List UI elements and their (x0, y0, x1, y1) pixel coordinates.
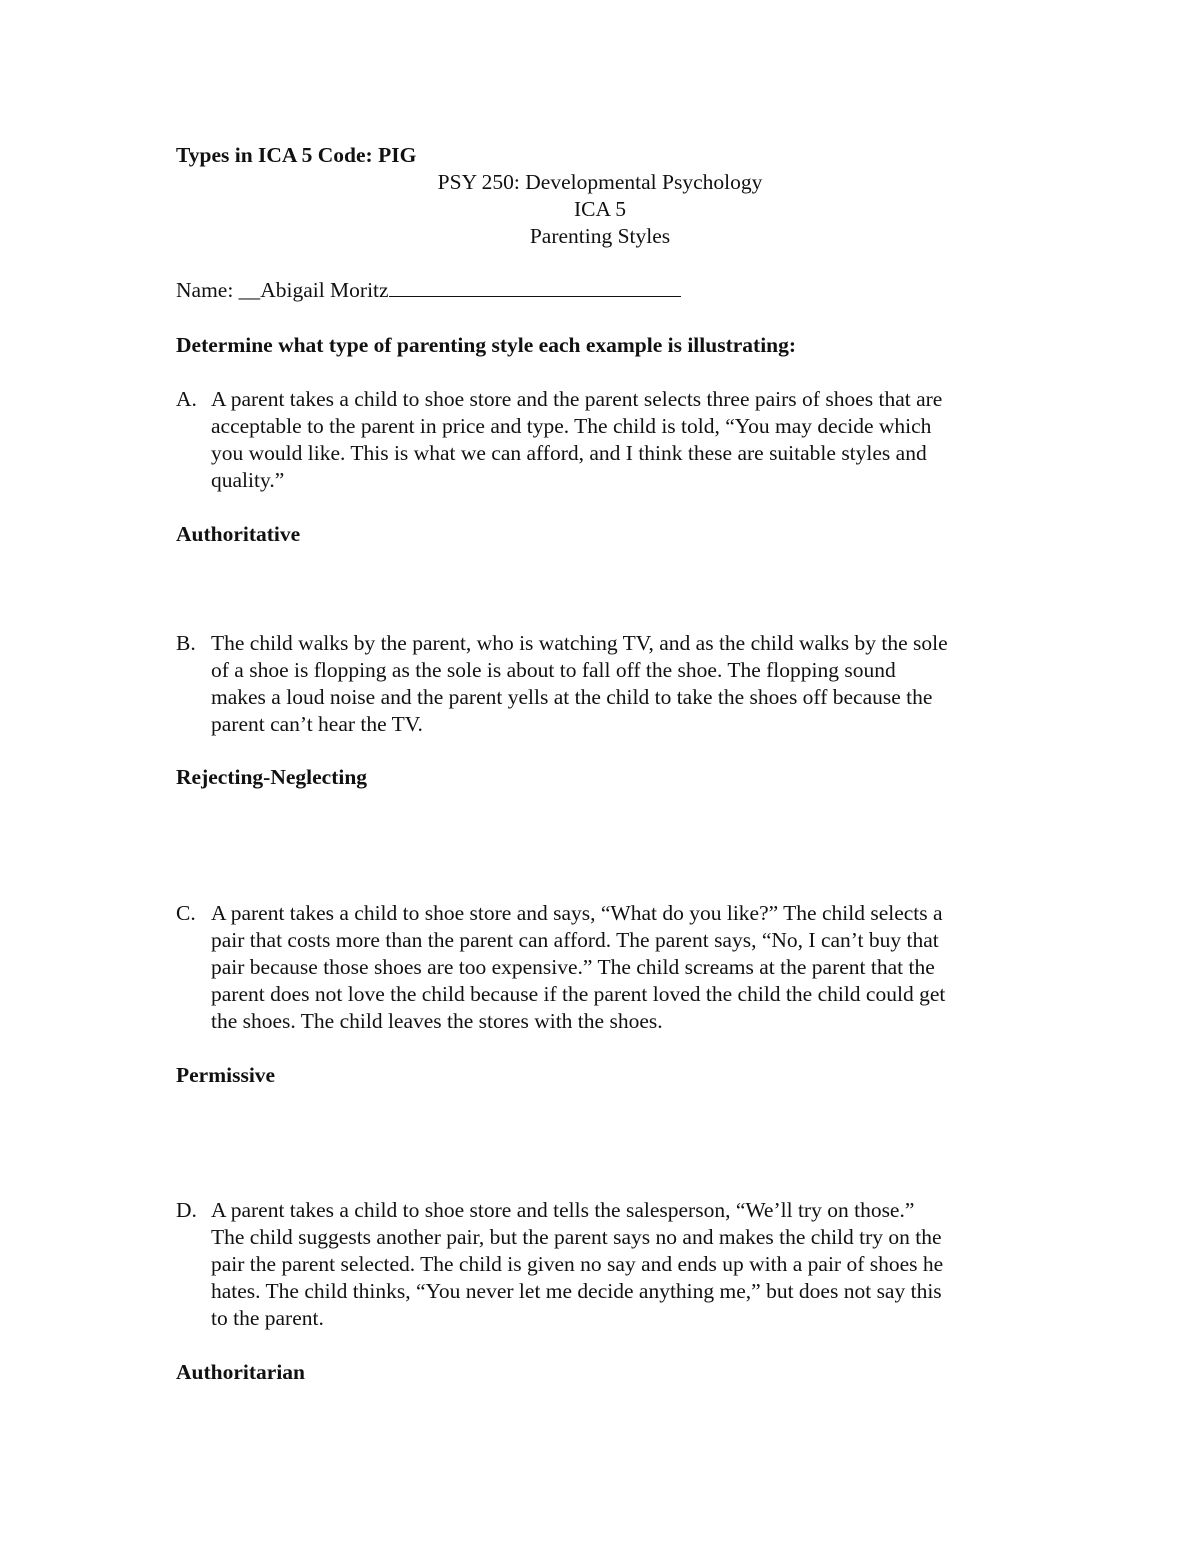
item-text-line: The child suggests another pair, but the parent says no and makes the child try on the (211, 1225, 942, 1249)
item-text-line: quality.” (211, 468, 285, 492)
item-text-line: A parent takes a child to shoe store and says, “What do you like?” The child selects a (211, 901, 943, 925)
item-text-line: pair because those shoes are too expensive.” The child screams at the parent that the (211, 955, 935, 979)
topic-title: Parenting Styles (529, 224, 671, 248)
item-text-line: The child walks by the parent, who is watching TV, and as the child walks by the sole (211, 631, 948, 655)
item-text-line: hates. The child thinks, “You never let me decide anything me,” but does not say this (211, 1279, 942, 1303)
item-letter: B. (176, 631, 196, 655)
item-text-line: of a shoe is flopping as the sole is about to fall off the shoe. The flopping sound (211, 658, 896, 682)
instructions: Determine what type of parenting style each example is illustrating: (176, 333, 797, 357)
item-letter: D. (176, 1198, 197, 1222)
name-underline (389, 278, 681, 297)
item-text-line: acceptable to the parent in price and type. The child is told, “You may decide which (211, 414, 932, 438)
item-answer: Permissive (176, 1063, 276, 1087)
item-text-line: you would like. This is what we can afford, and I think these are suitable styles and (211, 441, 927, 465)
item-answer: Authoritative (176, 522, 301, 546)
item-letter: C. (176, 901, 196, 925)
item-text-line: pair the parent selected. The child is given no say and ends up with a pair of shoes he (211, 1252, 944, 1276)
item-text-line: A parent takes a child to shoe store and the parent selects three pairs of shoes that are (211, 387, 943, 411)
name-label: Name: __ (176, 278, 261, 302)
item-answer: Authoritarian (176, 1360, 305, 1384)
item-text-line: parent can’t hear the TV. (211, 712, 423, 736)
code-line: Types in ICA 5 Code: PIG (176, 143, 417, 167)
name-value: Abigail Moritz (260, 278, 389, 302)
item-text-line: pair that costs more than the parent can afford. The parent says, “No, I can’t buy that (211, 928, 939, 952)
item-text-line: makes a loud noise and the parent yells at the child to take the shoes off because the (211, 685, 933, 709)
item-answer: Rejecting-Neglecting (176, 765, 368, 789)
assignment-title: ICA 5 (574, 197, 626, 221)
item-text-line: the shoes. The child leaves the stores with the shoes. (211, 1009, 663, 1033)
course-title: PSY 250: Developmental Psychology (437, 170, 763, 194)
name-field (176, 278, 681, 303)
item-letter: A. (176, 387, 197, 411)
item-text-line: to the parent. (211, 1306, 324, 1330)
item-text-line: A parent takes a child to shoe store and tells the salesperson, “We’ll try on those.” (211, 1198, 915, 1222)
item-text-line: parent does not love the child because if the parent loved the child the child could get (211, 982, 946, 1006)
